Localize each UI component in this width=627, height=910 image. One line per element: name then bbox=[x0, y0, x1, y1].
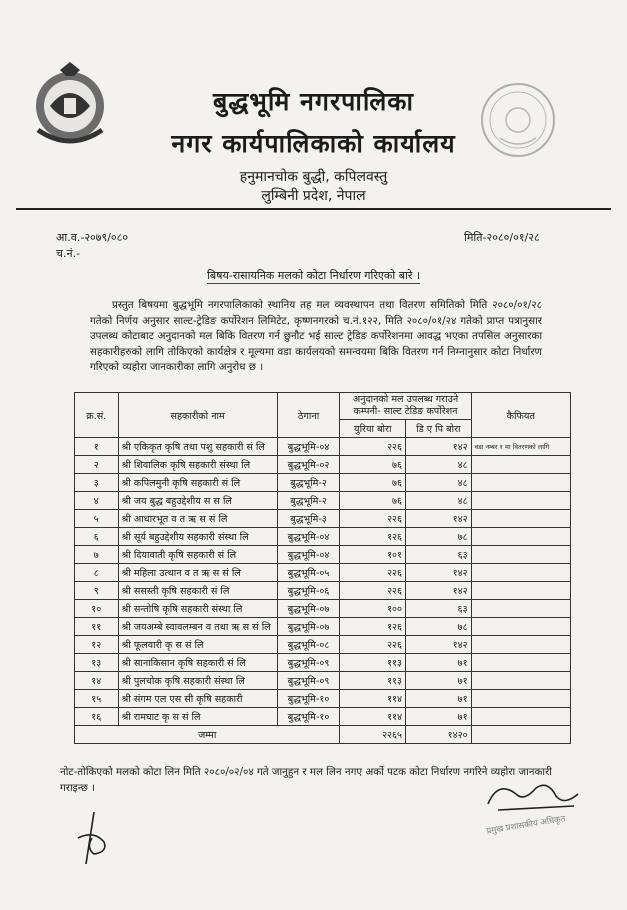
row-sn: १४ bbox=[75, 672, 119, 690]
row-dap: १४२ bbox=[406, 510, 472, 528]
table-row bbox=[75, 492, 571, 510]
row-address: बुद्धभूमि-०४ bbox=[277, 438, 340, 456]
row-urea: १०० bbox=[340, 600, 406, 618]
row-remarks bbox=[471, 690, 570, 708]
row-remarks bbox=[471, 474, 570, 492]
row-remarks bbox=[471, 510, 570, 528]
row-urea: १२६ bbox=[340, 528, 406, 546]
row-urea: ११४ bbox=[340, 690, 406, 708]
row-coop-name: श्री जयअम्बे स्वावलम्बन व तथा ऋ स सं लि bbox=[118, 618, 277, 636]
row-coop-name: श्री एकिकृत कृषि तथा पशु सहकारी सं लि bbox=[118, 438, 277, 456]
row-coop-name: श्री दियावाती कृषि सहकारी सं लि bbox=[118, 546, 277, 564]
fiscal-year: आ.व.-२०७९/०८० bbox=[56, 231, 129, 244]
row-urea: ७६ bbox=[340, 456, 406, 474]
row-urea: २२६ bbox=[340, 438, 406, 456]
row-address: बुद्धभूमि-०४ bbox=[277, 546, 340, 564]
row-urea: ७६ bbox=[340, 492, 406, 510]
row-sn: १ bbox=[75, 438, 119, 456]
row-coop-name: श्री फूलवारी कृ स सं लि bbox=[118, 636, 277, 654]
row-address: बुद्धभूमि-१० bbox=[277, 690, 340, 708]
row-address: बुद्धभूमि-०४ bbox=[277, 528, 340, 546]
row-coop-name: श्री सानाकिसान कृषि सहकारी सं लि bbox=[118, 654, 277, 672]
row-dap: १४२ bbox=[406, 582, 472, 600]
row-urea: २२६ bbox=[340, 564, 406, 582]
row-urea: ११३ bbox=[340, 672, 406, 690]
office-name: नगर कार्यपालिकाको कार्यालय bbox=[171, 129, 456, 158]
row-coop-name: श्री रामघाट कृ स सं लि bbox=[118, 708, 277, 726]
table-row bbox=[75, 564, 571, 582]
row-remarks bbox=[471, 546, 570, 564]
municipality-name: बुद्धभूमि नगरपालिका bbox=[213, 87, 414, 116]
row-coop-name: श्री आधारभूत व त ऋ स सं लि bbox=[118, 510, 277, 528]
reference-number: च.नं.- bbox=[56, 247, 81, 260]
row-address: बुद्धभूमि-०७ bbox=[277, 600, 340, 618]
letter-subject bbox=[0, 268, 627, 283]
col-urea: युरिया बोरा bbox=[340, 420, 406, 438]
address-line-2: लुम्बिनी प्रदेश, नेपाल bbox=[261, 188, 366, 204]
table-total-row bbox=[75, 726, 571, 744]
row-dap: ७१ bbox=[406, 654, 472, 672]
col-group-company: अनुदानको मल उपलब्ध गराउने कम्पनी- साल्ट टेडिङ कर्पोरेशन bbox=[340, 393, 471, 420]
row-remarks bbox=[471, 564, 570, 582]
row-address: बुद्धभूमि-०८ bbox=[277, 636, 340, 654]
table-row bbox=[75, 510, 571, 528]
signature-right-icon bbox=[478, 776, 588, 816]
table-row bbox=[75, 528, 571, 546]
row-dap: १४२ bbox=[406, 438, 472, 456]
table-row bbox=[75, 438, 571, 456]
letter-body bbox=[90, 298, 542, 376]
row-sn: ३ bbox=[75, 474, 119, 492]
col-dap: डि ए पि बोरा bbox=[406, 420, 472, 438]
row-remarks: वडा नम्बर १ मा वितरणको लागि bbox=[471, 438, 570, 456]
row-urea: ११३ bbox=[340, 654, 406, 672]
row-address: बुद्धभूमि-०६ bbox=[277, 582, 340, 600]
row-coop-name: श्री महिला उत्थान व त ऋ स सं लि bbox=[118, 564, 277, 582]
table-row bbox=[75, 690, 571, 708]
row-dap: १४२ bbox=[406, 564, 472, 582]
row-remarks bbox=[471, 582, 570, 600]
row-remarks bbox=[471, 672, 570, 690]
row-coop-name: श्री संगम एल एस सी कृषि सहकारी bbox=[118, 690, 277, 708]
row-remarks bbox=[471, 618, 570, 636]
row-remarks bbox=[471, 456, 570, 474]
row-address: बुद्धभूमि-०९ bbox=[277, 654, 340, 672]
row-dap: ६३ bbox=[406, 546, 472, 564]
row-urea: ११४ bbox=[340, 708, 406, 726]
row-urea: १०१ bbox=[340, 546, 406, 564]
total-label: जम्मा bbox=[75, 726, 340, 744]
row-remarks bbox=[471, 654, 570, 672]
row-urea: १२६ bbox=[340, 618, 406, 636]
row-urea: २२६ bbox=[340, 582, 406, 600]
row-sn: १३ bbox=[75, 654, 119, 672]
row-coop-name: श्री शिवालिक कृषि सहकारी संस्था लि bbox=[118, 456, 277, 474]
total-urea: २२६५ bbox=[340, 726, 406, 744]
total-dap: १४२० bbox=[406, 726, 472, 744]
table-row bbox=[75, 672, 571, 690]
table-header-row bbox=[75, 393, 571, 420]
row-sn: ८ bbox=[75, 564, 119, 582]
row-sn: ६ bbox=[75, 528, 119, 546]
row-dap: ७१ bbox=[406, 672, 472, 690]
official-stamp: प्रमुख प्रशासकीय अधिकृत bbox=[485, 814, 567, 837]
row-urea: २२६ bbox=[340, 636, 406, 654]
row-remarks bbox=[471, 492, 570, 510]
total-remarks bbox=[471, 726, 570, 744]
row-dap: ४८ bbox=[406, 492, 472, 510]
body-text: प्रस्तुत बिषयमा बुद्धभूमि नगरपालिकाको स्थानिय तह मल व्यवस्थापन तथा वितरण समितिको मिति २०८०/०१/२८ गतेको निर्णय अनुसार साल्ट-ट्रेडिङ कर्पोरेशन लिमिटेट, कृष्णनगरको च.नं.१२२, मिति २०८०/०१/२४ गतेको प्राप्त पत्रानुसार उपलब्ध कोटाबाट अनुदानको मल बिकि वितरण गर्न छुनौट भई साल्ट ट्रेडिङ कर्पोरेशनमा आवद्ध भएका तपसिल अनुसारका सहकारीहरुको लागि तोकिएको कार्यक्षेत्र र मूल्यमा वडा कार्यलयको समन्वयमा बिकि वितरण गर्न निम्नानुसार कोटा निर्धारण गरिएको व्यहोरा जानकारीका लागि अनुरोध छ । bbox=[90, 299, 542, 373]
row-urea: ७६ bbox=[340, 474, 406, 492]
row-sn: ७ bbox=[75, 546, 119, 564]
row-dap: ६३ bbox=[406, 600, 472, 618]
row-coop-name: श्री कपिलमुनी कृषि सहकारी सं लि bbox=[118, 474, 277, 492]
row-dap: १४२ bbox=[406, 636, 472, 654]
col-remarks: कैफियत bbox=[471, 393, 570, 438]
row-sn: १२ bbox=[75, 636, 119, 654]
row-sn: १० bbox=[75, 600, 119, 618]
note-text: नोट-तोकिएको मलको कोटा लिन मिति २०८०/०२/०४ गते जानुहुन र मल लिन नगए अर्को पटक कोटा निर्धारण नगरिने व्यहोरा जानकारी गराइन्छ । bbox=[60, 766, 552, 794]
row-dap: ७८ bbox=[406, 528, 472, 546]
row-dap: ७१ bbox=[406, 708, 472, 726]
subject-text: बिषय-रासायनिक मलको कोटा निर्धारण गरिएको बारे । bbox=[207, 269, 420, 282]
table-row bbox=[75, 582, 571, 600]
row-address: बुद्धभूमि-०९ bbox=[277, 672, 340, 690]
row-dap: ४८ bbox=[406, 456, 472, 474]
table-row bbox=[75, 474, 571, 492]
table-row bbox=[75, 708, 571, 726]
row-address: बुद्धभूमि-१० bbox=[277, 708, 340, 726]
row-coop-name: श्री ससस्ती कृषि सहकारी सं लि bbox=[118, 582, 277, 600]
table-row bbox=[75, 618, 571, 636]
col-sn: क्र.सं. bbox=[75, 393, 119, 438]
table-row bbox=[75, 600, 571, 618]
row-sn: १६ bbox=[75, 708, 119, 726]
row-remarks bbox=[471, 708, 570, 726]
row-coop-name: श्री पुलचोक कृषि सहकारी संस्था लि bbox=[118, 672, 277, 690]
signature-left-icon bbox=[64, 808, 124, 868]
row-dap: ७१ bbox=[406, 690, 472, 708]
row-remarks bbox=[471, 636, 570, 654]
row-address: बुद्धभूमि-०७ bbox=[277, 618, 340, 636]
row-sn: ५ bbox=[75, 510, 119, 528]
row-coop-name: श्री जय बुद्ध बहुउद्देशीय स स लि bbox=[118, 492, 277, 510]
table-row bbox=[75, 654, 571, 672]
row-address: बुद्धभूमि-३ bbox=[277, 510, 340, 528]
row-sn: १५ bbox=[75, 690, 119, 708]
address-line-1: हनुमानचोक बुद्धी, कपिलवस्तु bbox=[239, 169, 388, 185]
table-row bbox=[75, 636, 571, 654]
row-address: बुद्धभूमि-०२ bbox=[277, 456, 340, 474]
row-urea: २२६ bbox=[340, 510, 406, 528]
row-address: बुद्धभूमि-२ bbox=[277, 474, 340, 492]
row-remarks bbox=[471, 600, 570, 618]
row-dap: ४८ bbox=[406, 474, 472, 492]
table-body bbox=[75, 438, 571, 726]
row-sn: ४ bbox=[75, 492, 119, 510]
row-address: बुद्धभूमि-२ bbox=[277, 492, 340, 510]
letter-date: मिति-२०८०/०१/२८ bbox=[464, 231, 540, 244]
row-sn: ९ bbox=[75, 582, 119, 600]
col-address: ठेगाना bbox=[277, 393, 340, 438]
row-remarks bbox=[471, 528, 570, 546]
col-coop-name: सहकारीको नाम bbox=[118, 393, 277, 438]
row-dap: ७८ bbox=[406, 618, 472, 636]
row-coop-name: श्री सूर्य बहुउद्देशीय सहकारी संस्था लि bbox=[118, 528, 277, 546]
row-coop-name: श्री सन्तोषि कृषि सहकारी संस्था लि bbox=[118, 600, 277, 618]
row-sn: ११ bbox=[75, 618, 119, 636]
quota-table bbox=[74, 392, 571, 744]
row-sn: २ bbox=[75, 456, 119, 474]
header-divider bbox=[16, 208, 611, 210]
row-address: बुद्धभूमि-०५ bbox=[277, 564, 340, 582]
table-row bbox=[75, 456, 571, 474]
table-row bbox=[75, 546, 571, 564]
